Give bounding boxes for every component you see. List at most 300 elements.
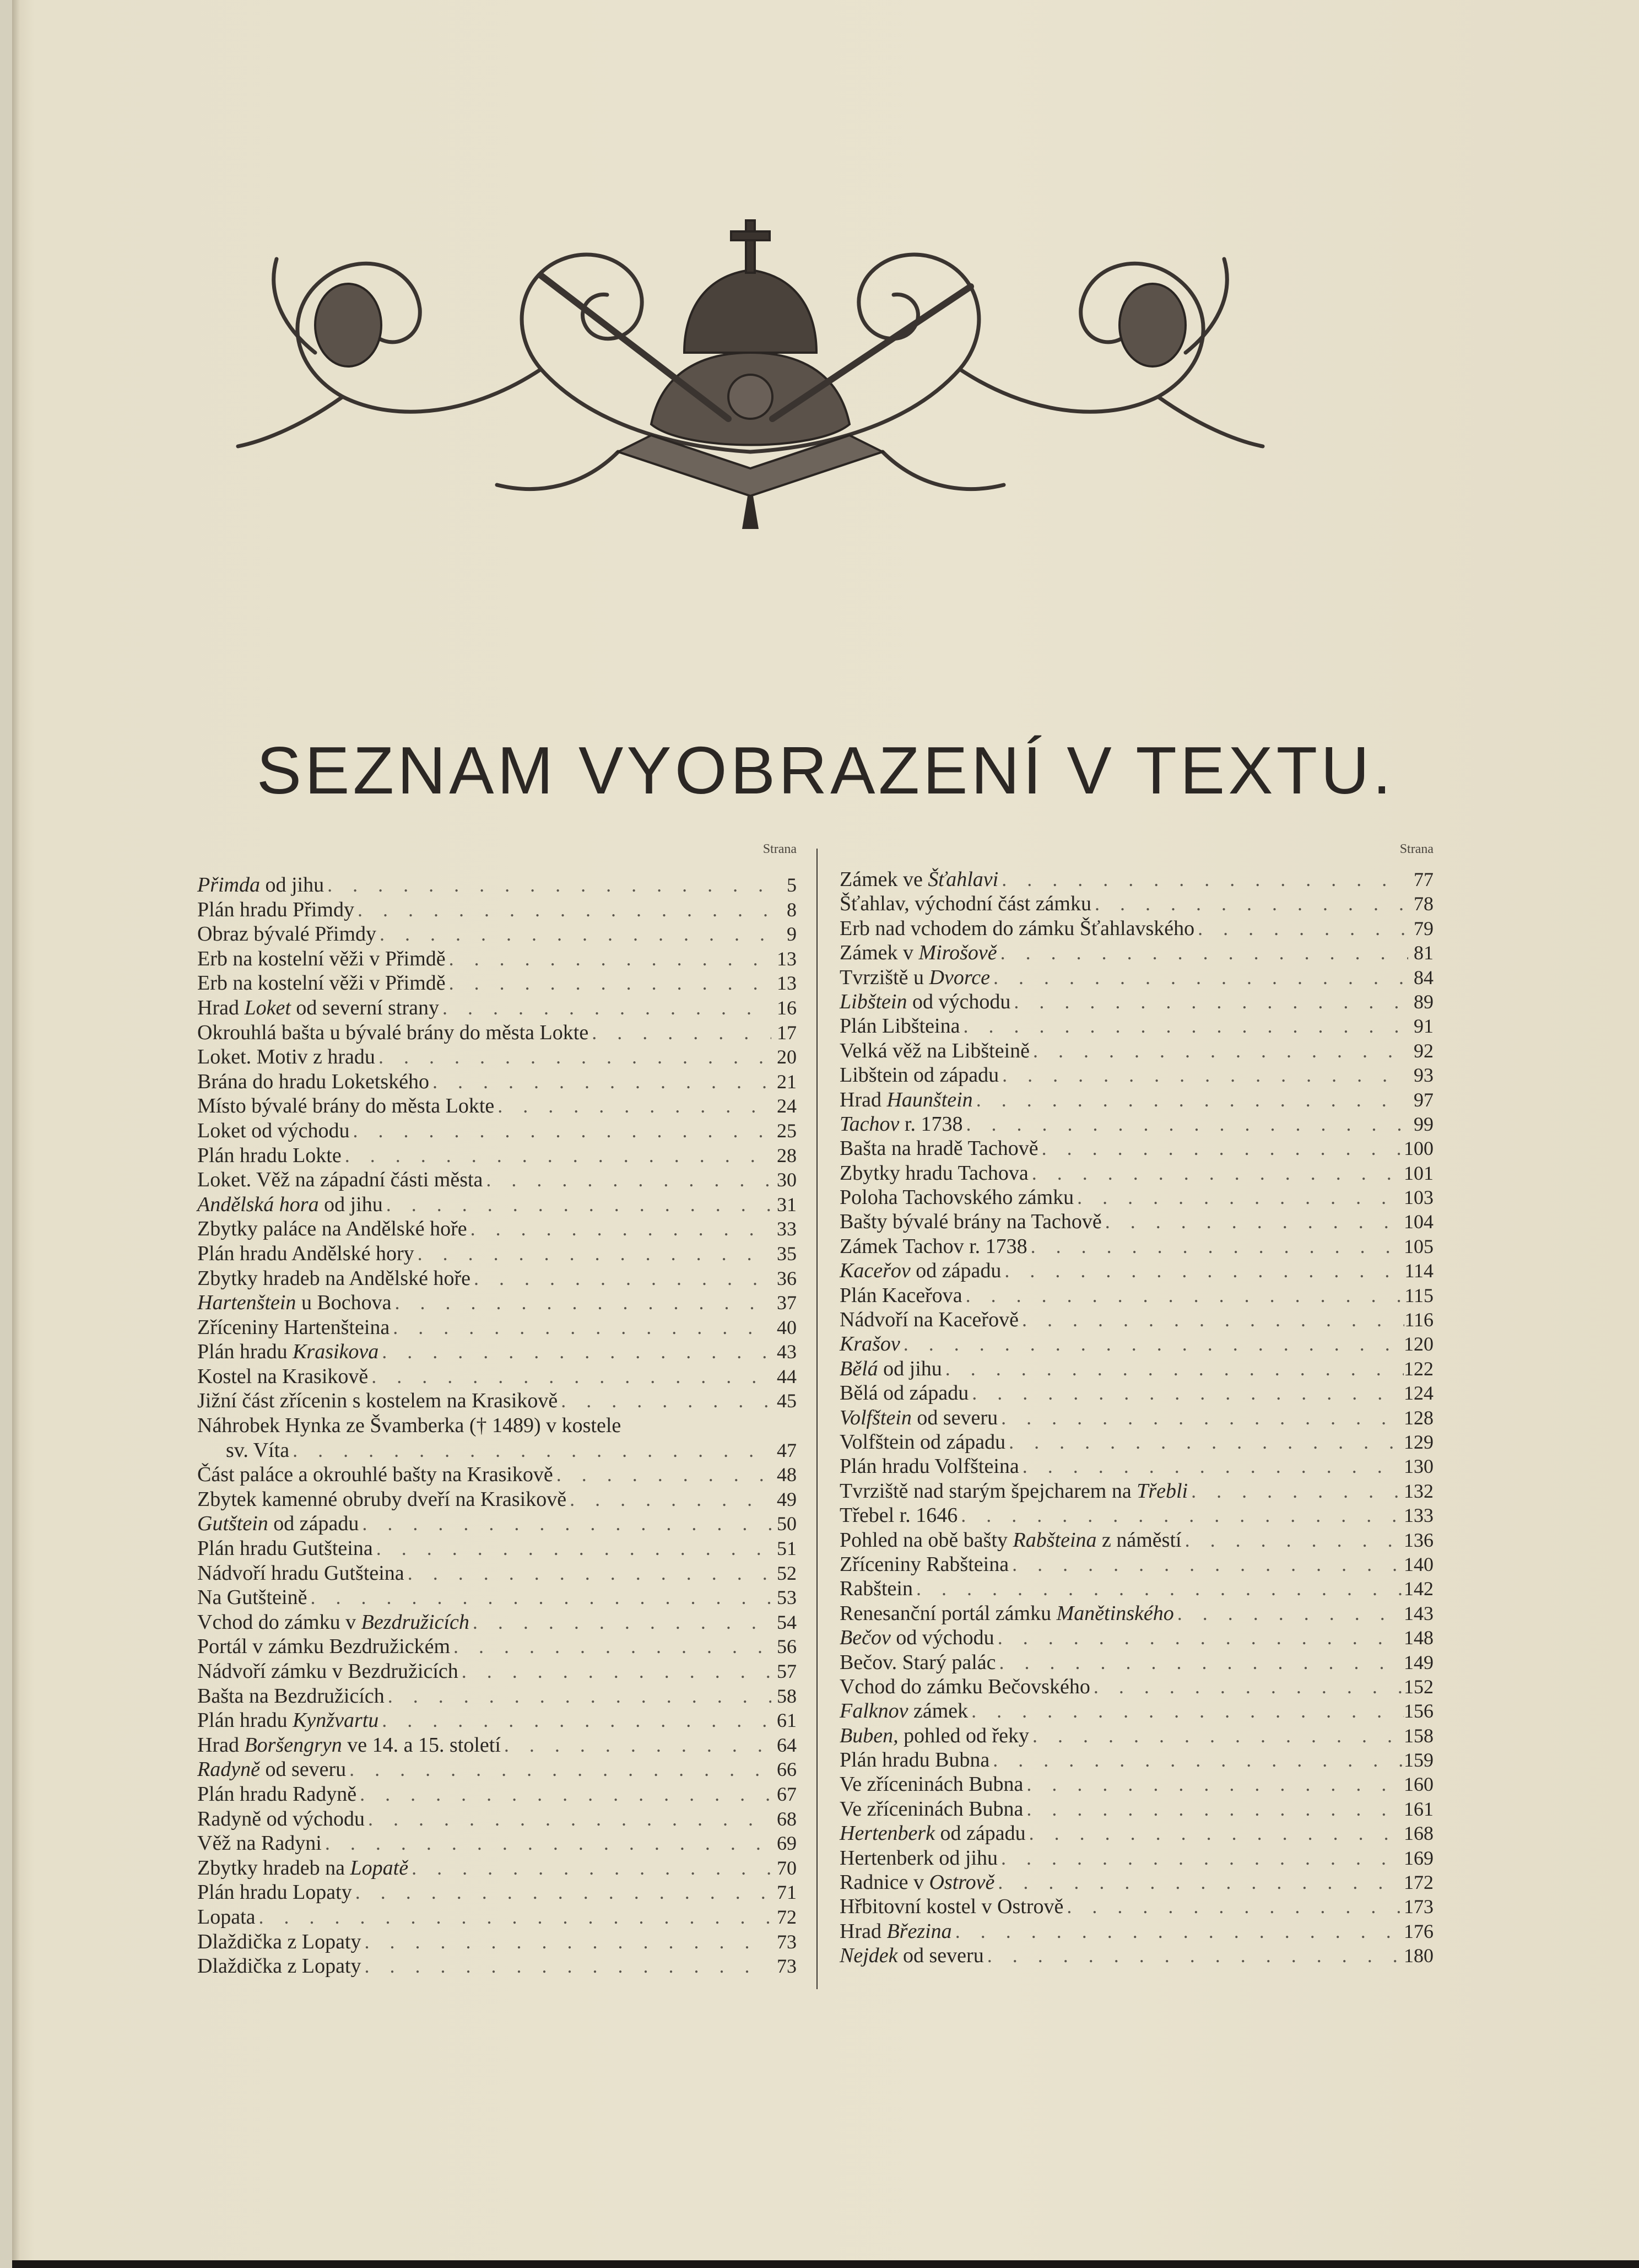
contents-entry xyxy=(840,1381,1434,1405)
entry-title xyxy=(840,916,1194,941)
page-number: 31 xyxy=(777,1193,797,1216)
page-number: 89 xyxy=(1414,990,1434,1013)
leader-dots xyxy=(952,1919,1404,1943)
entry-title xyxy=(840,1821,1026,1845)
contents-entry xyxy=(840,1088,1434,1112)
contents-entry xyxy=(840,1283,1434,1308)
entry-title-part: Zbytky paláce na Andělské hoře xyxy=(197,1217,467,1241)
entry-title xyxy=(840,1626,994,1650)
leader-dots xyxy=(998,1846,1404,1870)
page-number: 61 xyxy=(777,1709,797,1732)
contents-entry xyxy=(197,1708,797,1733)
leader-dots xyxy=(392,1290,771,1315)
entry-title xyxy=(197,1708,378,1732)
leader-dots xyxy=(458,1659,771,1683)
contents-entry xyxy=(197,1807,797,1832)
contents-entry xyxy=(840,1772,1434,1796)
entry-title-part: Ostrově xyxy=(929,1871,995,1894)
contents-entry xyxy=(197,1266,797,1291)
page-number: 68 xyxy=(777,1807,797,1830)
page-number: 50 xyxy=(777,1513,797,1535)
entry-title-part: Zámek v xyxy=(840,941,919,965)
entry-title xyxy=(840,1454,1019,1478)
entry-title-part: Poloha Tachovského zámku xyxy=(840,1186,1074,1209)
entry-title xyxy=(840,965,990,990)
entry-title xyxy=(197,1684,385,1708)
leader-dots xyxy=(913,1576,1404,1601)
leader-dots xyxy=(307,1585,771,1610)
entry-title-part: Zbytky hradeb na Andělské hoře xyxy=(197,1266,470,1290)
page-number: 13 xyxy=(777,947,797,970)
page-number: 149 xyxy=(1404,1651,1434,1673)
entry-title xyxy=(197,1020,588,1045)
page-number: 142 xyxy=(1404,1578,1434,1600)
page-number: 114 xyxy=(1404,1260,1434,1282)
entry-title xyxy=(840,1112,962,1136)
page-number: 169 xyxy=(1404,1846,1434,1869)
page-number: 24 xyxy=(777,1095,797,1117)
entry-title-part: Vchod do zámku Bečovského xyxy=(840,1675,1090,1698)
entry-title-part: z náměstí xyxy=(1096,1528,1182,1552)
entry-title-part: Loket. Věž na západní části města xyxy=(197,1168,483,1192)
page-number: 21 xyxy=(777,1070,797,1093)
leader-dots xyxy=(501,1733,771,1757)
contents-entry xyxy=(197,1217,797,1241)
entry-title-part: Bašta na Bezdružicích xyxy=(197,1684,385,1708)
entry-title-part: Bezdružicích xyxy=(361,1610,469,1634)
entry-title xyxy=(197,1413,621,1438)
contents-entry xyxy=(197,1954,797,1979)
entry-title xyxy=(840,1675,1090,1699)
entry-title xyxy=(197,1511,359,1536)
page-number: 77 xyxy=(1414,868,1434,890)
entry-title-part: od severní strany xyxy=(290,996,440,1019)
page-number: 33 xyxy=(777,1218,797,1240)
entry-title-part: Pohled na obě bašty xyxy=(840,1528,1013,1552)
contents-entry xyxy=(840,1797,1434,1821)
leader-dots xyxy=(429,1070,771,1094)
page-number: 130 xyxy=(1404,1455,1434,1478)
entry-title-part: Hertenberk xyxy=(840,1822,935,1845)
page-number: 37 xyxy=(777,1292,797,1314)
page-number-header: Strana xyxy=(762,842,797,856)
entry-title-part: Plán Libšteina xyxy=(840,1014,960,1038)
entry-title xyxy=(197,947,446,971)
contents-entry xyxy=(197,1782,797,1807)
entry-title-part: Buben, xyxy=(840,1724,899,1747)
leader-dots xyxy=(368,1364,771,1389)
entry-title-part: Plán hradu Andělské hory xyxy=(197,1241,414,1265)
contents-entry xyxy=(840,1650,1434,1675)
entry-title-part: Obraz bývalé Přimdy xyxy=(197,922,377,946)
page-number: 53 xyxy=(777,1586,797,1609)
entry-title-part: Loket xyxy=(244,996,291,1019)
entry-title xyxy=(840,1259,1001,1283)
entry-title-part: Hrad xyxy=(197,1733,245,1757)
contents-entry xyxy=(197,1462,797,1487)
page-number: 105 xyxy=(1404,1235,1434,1257)
entry-title-part: Rabšteina xyxy=(1013,1528,1097,1552)
page-number: 97 xyxy=(1414,1088,1434,1111)
leader-dots xyxy=(365,1807,771,1831)
contents-entry xyxy=(840,1112,1434,1136)
contents-entry xyxy=(197,1340,797,1364)
entry-title xyxy=(840,1234,1027,1259)
contents-column-right xyxy=(840,842,1434,1968)
page-number: 104 xyxy=(1404,1211,1434,1233)
entry-title-part: Plán hradu Přimdy xyxy=(197,898,354,921)
contents-entry xyxy=(197,1487,797,1512)
entry-title xyxy=(840,1724,1029,1748)
contents-entry xyxy=(197,947,797,971)
page-number: 128 xyxy=(1404,1406,1434,1429)
entry-title-part: Ve zříceninách Bubna xyxy=(840,1797,1024,1821)
entry-title xyxy=(197,1315,390,1340)
page-number: 129 xyxy=(1404,1430,1434,1453)
entry-title-part: Březina xyxy=(886,1919,952,1943)
entry-title xyxy=(840,1014,960,1038)
contents-entry xyxy=(840,867,1434,892)
entry-title-part: Třebel r. 1646 xyxy=(840,1504,958,1527)
entry-title xyxy=(197,971,446,995)
entry-title-part: Dlaždička z Lopaty xyxy=(197,1930,361,1953)
leader-dots xyxy=(1005,1430,1404,1454)
leader-dots xyxy=(470,1266,771,1290)
page-number: 122 xyxy=(1404,1357,1434,1380)
entry-title-part: Část paláce a okrouhlé bašty na Krasikově xyxy=(197,1463,553,1487)
leader-dots xyxy=(346,1757,771,1781)
entry-title xyxy=(840,1209,1102,1234)
entry-title xyxy=(840,1699,968,1723)
entry-title-part: od západu xyxy=(910,1259,1002,1283)
contents-entry xyxy=(840,1454,1434,1478)
page-number: 159 xyxy=(1404,1749,1434,1772)
leader-dots xyxy=(962,1112,1408,1136)
entry-title-part: Lopata xyxy=(197,1905,256,1929)
entry-title-part: Věž na Radyni xyxy=(197,1832,322,1855)
page-number: 158 xyxy=(1404,1724,1434,1747)
book-page xyxy=(12,0,1639,2268)
leader-dots xyxy=(1038,1136,1404,1160)
entry-title xyxy=(197,1536,373,1560)
page-number: 79 xyxy=(1414,917,1434,939)
entry-title xyxy=(840,1576,913,1601)
entry-title-part: Erb nad vchodem do zámku Šťahlavského xyxy=(840,916,1195,940)
entry-title xyxy=(840,1406,998,1430)
entry-list xyxy=(197,873,797,1979)
contents-entry xyxy=(197,1757,797,1782)
entry-title-part: Krašov xyxy=(840,1332,900,1356)
entry-title-part: zámek xyxy=(908,1699,969,1723)
entry-title xyxy=(226,1438,289,1462)
entry-title-part: od jihu xyxy=(878,1357,942,1380)
page-number: 5 xyxy=(787,874,797,896)
leader-dots xyxy=(356,1782,771,1806)
entry-title-part: Hartenštein xyxy=(197,1291,296,1315)
entry-title-part: Zámek ve xyxy=(840,868,928,891)
page-number: 116 xyxy=(1404,1309,1434,1331)
page-number: 84 xyxy=(1414,966,1434,989)
entry-title-part: od severu xyxy=(911,1406,998,1429)
entry-title-part: Hrad xyxy=(197,996,245,1019)
page-number: 100 xyxy=(1404,1137,1434,1160)
entry-title-part: od jihu xyxy=(318,1192,383,1216)
entry-title-part: Bašta na hradě Tachově xyxy=(840,1137,1038,1160)
leader-dots xyxy=(1182,1528,1404,1552)
leader-dots xyxy=(588,1020,771,1045)
leader-dots xyxy=(1074,1185,1404,1209)
page-number: 69 xyxy=(777,1832,797,1855)
page-number: 93 xyxy=(1414,1064,1434,1087)
leader-dots xyxy=(1010,990,1408,1014)
contents-entry xyxy=(840,941,1434,965)
contents-entry xyxy=(197,1561,797,1586)
entry-title-part: Hertenberk od jihu xyxy=(840,1846,998,1870)
entry-title-part: Gutštein xyxy=(197,1512,268,1536)
entry-title-part: Tvrziště nad starým špejcharem na xyxy=(840,1479,1137,1503)
entry-title-part: u Bochova xyxy=(296,1291,392,1315)
entry-title-part: Kostel na Krasikově xyxy=(197,1364,369,1388)
entry-title xyxy=(840,1919,952,1943)
entry-title-part: Zbytky hradeb na xyxy=(197,1856,350,1880)
entry-title xyxy=(197,1733,501,1757)
page-number: 66 xyxy=(777,1758,797,1781)
page-number: 136 xyxy=(1404,1529,1434,1551)
entry-title-part: od západu xyxy=(268,1512,359,1536)
entry-title-part: Andělská hora xyxy=(197,1192,319,1216)
entry-title-part: Bělá od západu xyxy=(840,1381,969,1405)
leader-dots xyxy=(989,1748,1404,1772)
page-number: 81 xyxy=(1414,942,1434,964)
leader-dots xyxy=(289,1438,771,1462)
entry-title xyxy=(840,1430,1005,1454)
leader-dots xyxy=(1026,1821,1404,1845)
leader-dots xyxy=(1102,1209,1404,1234)
contents-entry xyxy=(197,1684,797,1709)
entry-title-part: Vchod do zámku v xyxy=(197,1610,361,1634)
entry-title xyxy=(840,1332,900,1356)
entry-title-part: Hřbitovní kostel v Ostrově xyxy=(840,1895,1064,1919)
entry-title-part: Tvrziště u xyxy=(840,965,929,989)
contents-entry xyxy=(197,1905,797,1930)
page-number: 17 xyxy=(777,1021,797,1044)
contents-entry xyxy=(840,1528,1434,1552)
contents-entry xyxy=(840,1406,1434,1430)
entry-title xyxy=(197,873,324,897)
entry-title xyxy=(840,1650,996,1675)
leader-dots xyxy=(999,1063,1408,1087)
entry-title-part: Erb na kostelní věži v Přimdě xyxy=(197,947,446,970)
column-divider xyxy=(816,849,818,1989)
entry-title-part: ve 14. a 15. století xyxy=(342,1733,501,1757)
contents-entry xyxy=(840,1601,1434,1626)
leader-dots xyxy=(997,941,1408,965)
entry-title-part: od východu xyxy=(907,990,1011,1013)
leader-dots xyxy=(1194,916,1408,941)
contents-entry xyxy=(197,1610,797,1635)
leader-dots xyxy=(1027,1234,1404,1259)
contents-entry xyxy=(840,1014,1434,1038)
entry-title xyxy=(840,1894,1063,1919)
leader-dots xyxy=(998,867,1408,892)
entry-title-part: Přimda xyxy=(197,873,260,897)
contents-entry xyxy=(197,1536,797,1561)
entry-title-part: Nádvoří zámku v Bezdružicích xyxy=(197,1660,458,1683)
page-number: 64 xyxy=(777,1734,797,1756)
entry-title-part: Haunštein xyxy=(886,1088,973,1111)
leader-dots xyxy=(1030,1039,1408,1063)
page-number: 8 xyxy=(787,898,797,921)
leader-dots xyxy=(361,1930,771,1954)
leader-dots xyxy=(962,1283,1405,1308)
page-number: 52 xyxy=(777,1562,797,1584)
entry-title xyxy=(840,1870,994,1894)
entry-title-part: Plán hradu Volfšteina xyxy=(840,1455,1019,1478)
page-number: 20 xyxy=(777,1046,797,1068)
entry-title xyxy=(197,1462,553,1487)
page-number: 44 xyxy=(777,1365,797,1387)
leader-dots xyxy=(553,1462,771,1487)
contents-entry xyxy=(197,1634,797,1659)
entry-title-part: Hrad xyxy=(840,1919,887,1943)
page-number: 143 xyxy=(1404,1602,1434,1624)
entry-title-part: Okrouhlá bašta u bývalé brány do města Lokte xyxy=(197,1020,589,1044)
contents-entry xyxy=(840,990,1434,1014)
contents-entry xyxy=(197,1070,797,1094)
leader-dots xyxy=(256,1905,771,1929)
leader-dots xyxy=(968,1699,1404,1723)
page-number: 71 xyxy=(777,1881,797,1904)
entry-title-part: Mirošově xyxy=(918,941,997,965)
page-title: SEZNAM VYOBRAZENÍ V TEXTU. xyxy=(256,733,1395,808)
entry-title-part: Plán hradu xyxy=(197,1709,293,1732)
entry-title xyxy=(840,1357,942,1381)
entry-title xyxy=(197,1168,483,1192)
leader-dots xyxy=(408,1856,771,1880)
page-number: 176 xyxy=(1404,1920,1434,1942)
contents-entry xyxy=(197,1045,797,1070)
page-number: 115 xyxy=(1404,1284,1434,1306)
entry-title xyxy=(197,922,376,946)
leader-dots xyxy=(404,1561,771,1585)
contents-entry xyxy=(840,1430,1434,1454)
contents-entry xyxy=(840,1234,1434,1259)
contents-entry xyxy=(197,1585,797,1610)
leader-dots xyxy=(969,1381,1404,1405)
entry-title-part: Libštein xyxy=(840,990,907,1013)
entry-title xyxy=(840,941,997,965)
page-number: 173 xyxy=(1404,1896,1434,1918)
entry-title-part: Plán hradu Radyně xyxy=(197,1782,357,1806)
entry-title xyxy=(197,1585,307,1610)
page-number: 9 xyxy=(787,923,797,946)
entry-title xyxy=(840,1503,958,1527)
page-number: 132 xyxy=(1404,1479,1434,1502)
entry-title-part: Kynžvartu xyxy=(293,1709,379,1732)
contents-entry xyxy=(840,1332,1434,1356)
entry-title-part: Šťahlav, východní část zámku xyxy=(840,892,1091,916)
page-number: 47 xyxy=(777,1439,797,1461)
entry-title-part: Dvorce xyxy=(929,965,990,989)
contents-entry xyxy=(197,1364,797,1389)
leader-dots xyxy=(994,1626,1404,1650)
leader-dots xyxy=(483,1168,771,1192)
entry-title-part: Nádvoří na Kaceřově xyxy=(840,1308,1019,1332)
contents-entry xyxy=(840,1699,1434,1723)
leader-dots xyxy=(1023,1797,1404,1821)
contents-entry xyxy=(197,1119,797,1143)
entry-title xyxy=(197,1290,392,1315)
entry-title xyxy=(197,996,439,1020)
contents-entry xyxy=(197,996,797,1020)
entry-title-part: Volfštein xyxy=(840,1406,912,1429)
entry-title-part: Loket. Motiv z hradu xyxy=(197,1045,375,1069)
leader-dots xyxy=(1091,892,1408,916)
entry-title-part: Radyně od východu xyxy=(197,1807,365,1830)
entry-title xyxy=(840,1528,1182,1552)
leader-dots xyxy=(375,1045,771,1069)
entry-title-part: Krasikova xyxy=(293,1340,379,1364)
contents-entry xyxy=(197,1192,797,1217)
page-number: 78 xyxy=(1414,893,1434,915)
leader-dots xyxy=(1174,1601,1404,1626)
contents-entry xyxy=(840,1919,1434,1943)
contents-entry xyxy=(840,1821,1434,1845)
contents-entry xyxy=(197,1020,797,1045)
leader-dots xyxy=(1019,1308,1404,1332)
entry-title xyxy=(840,1797,1023,1821)
leader-dots xyxy=(1029,1161,1404,1185)
leader-dots xyxy=(390,1315,771,1340)
leader-dots xyxy=(1090,1675,1404,1699)
leader-dots xyxy=(322,1831,771,1855)
entry-title xyxy=(197,1487,566,1511)
contents-entry xyxy=(840,1675,1434,1699)
leader-dots xyxy=(1188,1479,1404,1503)
entry-title-part: Plán hradu Bubna xyxy=(840,1748,990,1772)
entry-title-part: Bělá xyxy=(840,1357,878,1380)
contents-entry xyxy=(840,1552,1434,1576)
contents-entry xyxy=(197,1389,797,1413)
crown-ornament-illustration xyxy=(232,187,1268,529)
entry-title xyxy=(197,1266,470,1290)
entry-title xyxy=(197,1192,383,1217)
page-number: 172 xyxy=(1404,1871,1434,1894)
leader-dots xyxy=(1009,1552,1404,1576)
page-number: 49 xyxy=(777,1488,797,1510)
page-number: 156 xyxy=(1404,1700,1434,1722)
page-number: 45 xyxy=(777,1390,797,1412)
contents-entry xyxy=(840,1626,1434,1650)
page-number: 133 xyxy=(1404,1504,1434,1527)
entry-title-part: Bečov. Starý palác xyxy=(840,1650,996,1674)
contents-entry xyxy=(840,1479,1434,1503)
contents-entry xyxy=(840,1308,1434,1332)
entry-title xyxy=(197,1143,342,1168)
leader-dots xyxy=(998,1406,1404,1430)
entry-title xyxy=(197,1364,368,1389)
entry-title xyxy=(840,892,1091,916)
entry-title xyxy=(840,1772,1023,1796)
leader-dots xyxy=(361,1954,771,1978)
entry-title xyxy=(197,1389,558,1413)
entry-title xyxy=(840,1308,1019,1332)
entry-title-part: Renesanční portál zámku xyxy=(840,1601,1057,1625)
leader-dots xyxy=(996,1650,1404,1675)
leader-dots xyxy=(1029,1724,1404,1748)
page-number: 160 xyxy=(1404,1773,1434,1796)
contents-entry xyxy=(840,1503,1434,1527)
